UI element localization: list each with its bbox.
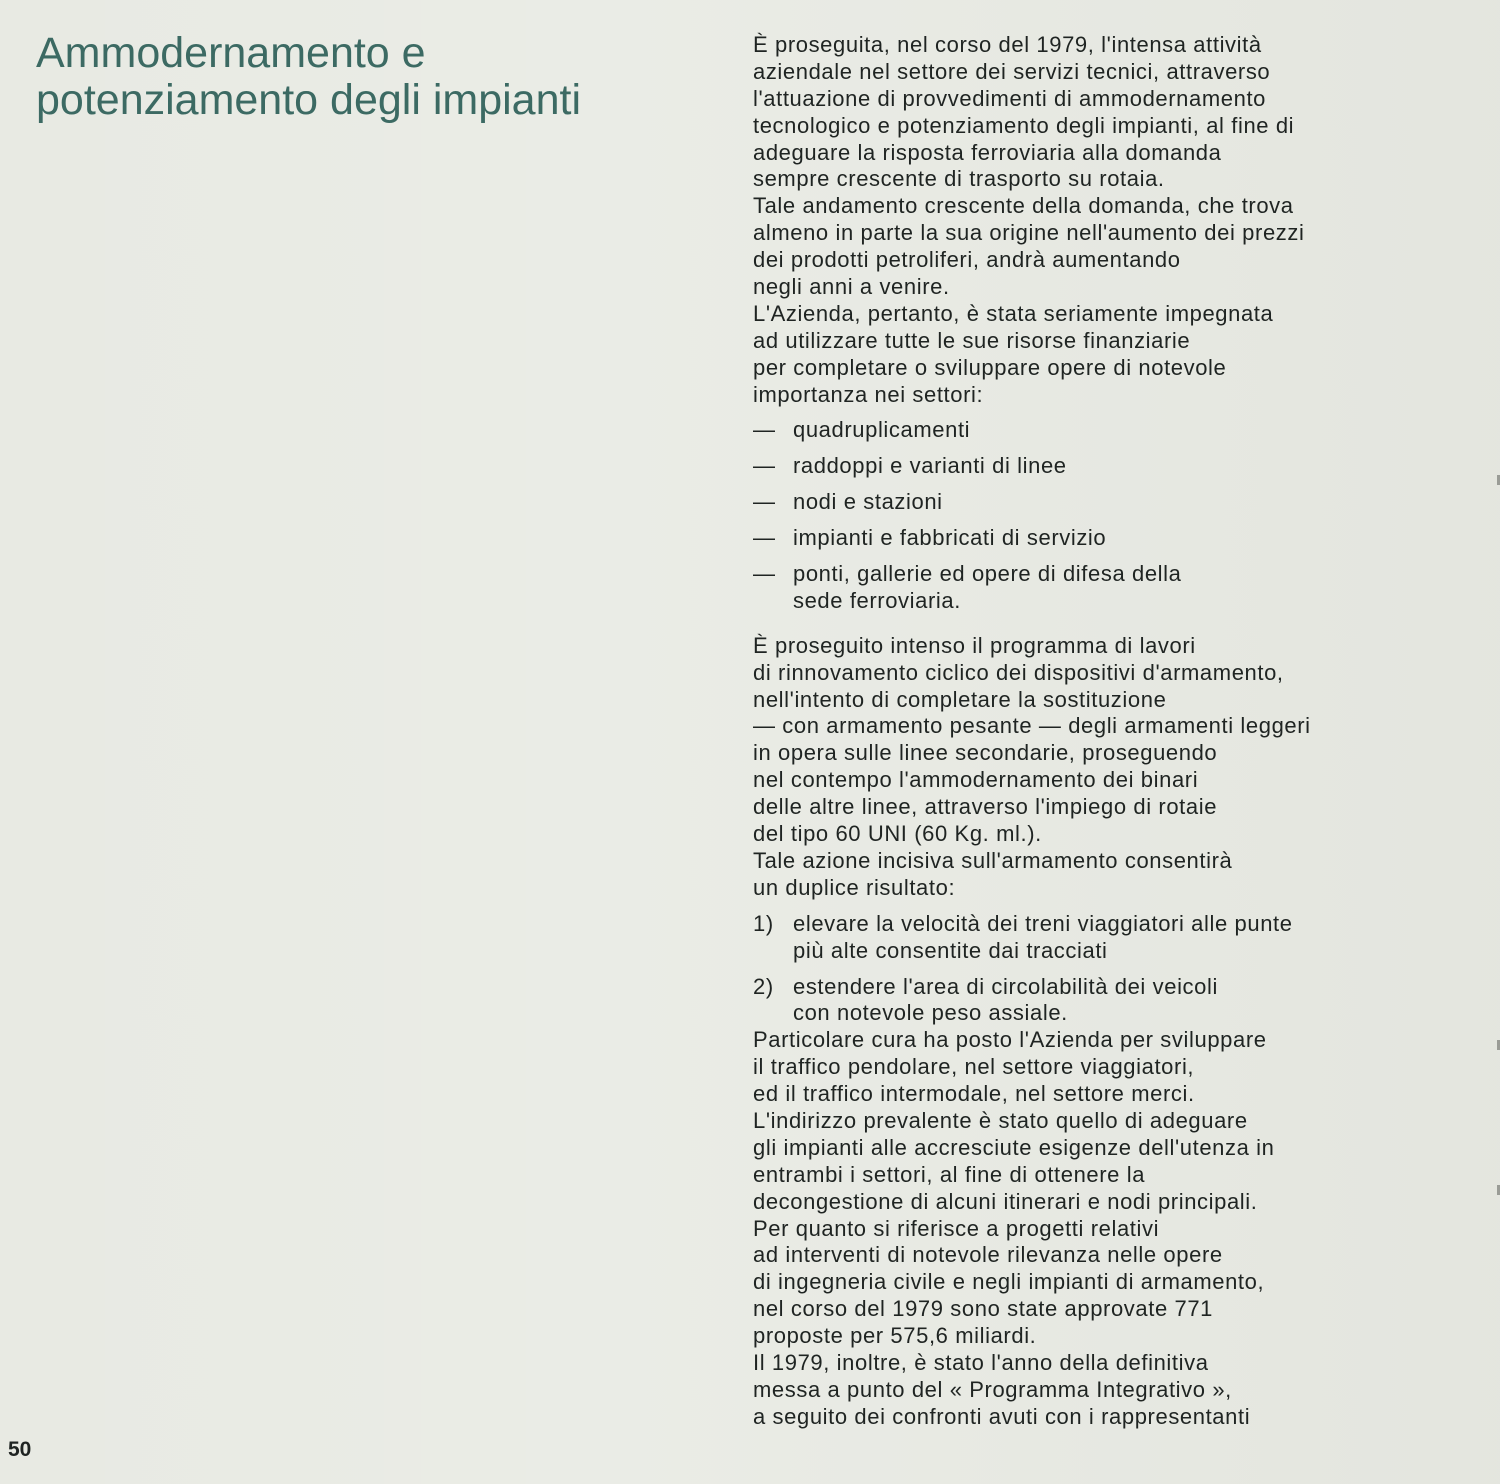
- list-item-text: estendere l'area di circolabilità dei veicoli: [793, 973, 1218, 999]
- results-list: [753, 911, 1453, 1028]
- list-item: [753, 911, 1453, 965]
- page-title: [36, 30, 696, 124]
- text-line: a seguito dei confronti avuti con i rappresentanti: [753, 1403, 1251, 1429]
- text-line: — con armamento pesante — degli armamenti leggeri: [753, 713, 1311, 739]
- list-item-text: nodi e stazioni: [793, 489, 943, 515]
- text-line: Tale andamento crescente della domanda, che trova: [753, 193, 1294, 219]
- text-line: decongestione di alcuni itinerari e nodi principali.: [753, 1188, 1258, 1214]
- text-line: proposte per 575,6 miliardi.: [753, 1323, 1037, 1349]
- text-line: almeno in parte la sua origine nell'aumento dei prezzi: [753, 220, 1305, 246]
- list-item-text: quadruplicamenti: [793, 417, 971, 443]
- sector-list: [753, 417, 1453, 614]
- text-line: per completare o sviluppare opere di notevole: [753, 354, 1227, 380]
- text-line: tecnologico e potenziamento degli impianti, al fine di: [753, 112, 1295, 138]
- dash-marker: —: [753, 453, 776, 479]
- list-item-text: raddoppi e varianti di linee: [793, 453, 1067, 479]
- text-line: L'Azienda, pertanto, è stata seriamente impegnata: [753, 300, 1274, 326]
- list-item: [753, 974, 1453, 1028]
- number-marker: 1): [753, 910, 774, 936]
- title-line-1: Ammodernamento e: [36, 29, 426, 77]
- paragraph-intro: [753, 32, 1453, 408]
- list-item-text: elevare la velocità dei treni viaggiatori alle punte: [793, 910, 1293, 936]
- text-line: Particolare cura ha posto l'Azienda per sviluppare: [753, 1027, 1267, 1053]
- text-line: del tipo 60 UNI (60 Kg. ml.).: [753, 821, 1042, 847]
- title-line-2: potenziamento degli impianti: [36, 76, 581, 124]
- text-line: gli impianti alle accresciute esigenze dell'utenza in: [753, 1134, 1275, 1160]
- text-line: negli anni a venire.: [753, 274, 950, 300]
- text-line: di rinnovamento ciclico dei dispositivi d'armamento,: [753, 659, 1284, 685]
- text-line: nell'intento di completare la sostituzione: [753, 686, 1167, 712]
- list-item-text: più alte consentite dai tracciati: [793, 937, 1108, 963]
- dash-marker: —: [753, 417, 776, 443]
- list-item-text: ponti, gallerie ed opere di difesa della: [793, 561, 1182, 587]
- text-line: delle altre linee, attraverso l'impiego di rotaie: [753, 794, 1218, 820]
- text-line: in opera sulle linee secondarie, proseguendo: [753, 740, 1218, 766]
- text-line: Tale azione incisiva sull'armamento consentirà: [753, 847, 1233, 873]
- text-line: il traffico pendolare, nel settore viaggiatori,: [753, 1054, 1195, 1080]
- list-item-text: impianti e fabbricati di servizio: [793, 525, 1107, 551]
- text-line: di ingegneria civile e negli impianti di armamento,: [753, 1269, 1265, 1295]
- text-line: ed il traffico intermodale, nel settore merci.: [753, 1081, 1195, 1107]
- text-line: L'indirizzo prevalente è stato quello di adeguare: [753, 1107, 1248, 1133]
- list-item: [753, 453, 1453, 480]
- number-marker: 2): [753, 973, 774, 999]
- text-line: Per quanto si riferisce a progetti relativi: [753, 1215, 1160, 1241]
- text-line: l'attuazione di provvedimenti di ammodernamento: [753, 85, 1266, 111]
- text-line: messa a punto del « Programma Integrativo »,: [753, 1376, 1232, 1402]
- dash-marker: —: [753, 525, 776, 551]
- text-line: ad interventi di notevole rilevanza nelle opere: [753, 1242, 1223, 1268]
- list-item: [753, 489, 1453, 516]
- text-line: adeguare la risposta ferroviaria alla domanda: [753, 139, 1222, 165]
- list-item: [753, 417, 1453, 444]
- text-line: ad utilizzare tutte le sue risorse finanziarie: [753, 327, 1191, 353]
- dash-marker: —: [753, 489, 776, 515]
- paragraph-traffico: [753, 1027, 1453, 1430]
- text-line: È proseguita, nel corso del 1979, l'intensa attività: [753, 32, 1262, 57]
- page-number: 50: [8, 1438, 32, 1461]
- text-line: sempre crescente di trasporto su rotaia.: [753, 166, 1165, 192]
- text-line: nel corso del 1979 sono state approvate 771: [753, 1296, 1213, 1322]
- paragraph-armamento: [753, 633, 1453, 902]
- list-item-text: sede ferroviaria.: [793, 587, 961, 613]
- text-line: nel contempo l'ammodernamento dei binari: [753, 767, 1199, 793]
- text-line: aziendale nel settore dei servizi tecnici, attraverso: [753, 58, 1271, 84]
- dash-marker: —: [753, 561, 776, 587]
- text-line: È proseguito intenso il programma di lavori: [753, 632, 1196, 658]
- list-item-text: con notevole peso assiale.: [793, 1000, 1068, 1026]
- text-line: importanza nei settori:: [753, 381, 984, 407]
- text-line: un duplice risultato:: [753, 874, 956, 900]
- body-text-column: [753, 32, 1453, 1431]
- text-line: entrambi i settori, al fine di ottenere la: [753, 1161, 1146, 1187]
- list-item: [753, 525, 1453, 552]
- text-line: Il 1979, inoltre, è stato l'anno della definitiva: [753, 1349, 1209, 1375]
- list-item: [753, 561, 1453, 615]
- text-line: dei prodotti petroliferi, andrà aumentando: [753, 247, 1181, 273]
